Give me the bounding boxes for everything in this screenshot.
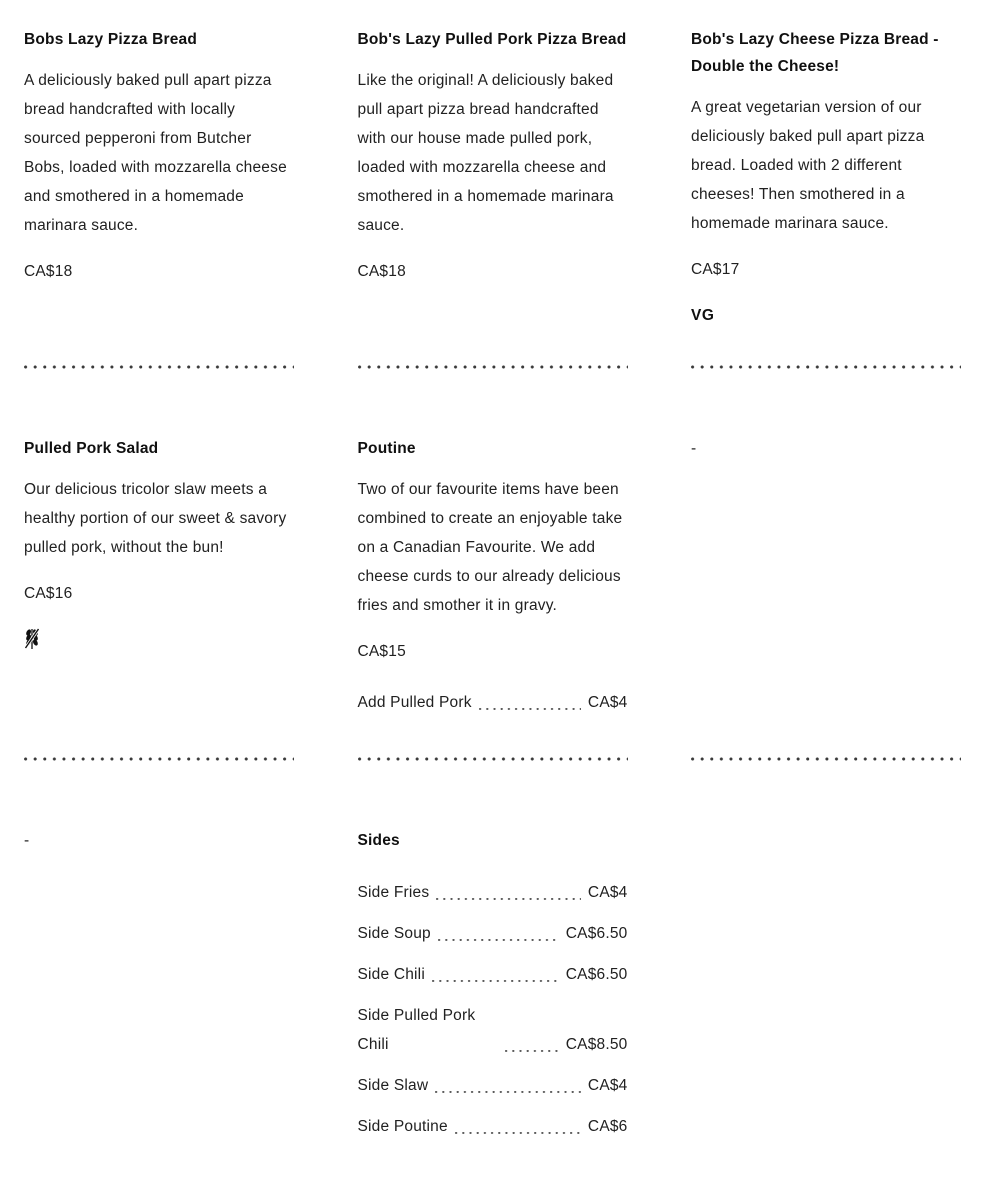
item-description: Two of our favourite items have been combined to create an enjoyable take on a Canadian Favourite. We add cheese curds to our already delicious fries and smother it in gravy. — [357, 481, 623, 614]
side-item-label: Side Soup — [357, 925, 431, 942]
side-item-row — [358, 919, 628, 948]
dotted-leader — [479, 708, 581, 711]
item-description: A deliciously baked pull apart pizza bread handcrafted with locally sourced pepperoni from Butcher Bobs, loaded with mozzarella cheese and smothered in a homemade marinara sauce. — [24, 72, 287, 234]
menu-item-pulled-pork-salad — [24, 435, 294, 761]
vegetarian-badge: VG — [691, 307, 715, 324]
sides-section — [358, 827, 628, 1153]
item-title: Bobs Lazy Pizza Bread — [24, 31, 198, 48]
item-price: CA$18 — [357, 263, 406, 280]
addon-price: CA$4 — [587, 694, 628, 711]
side-item-price: CA$6.50 — [565, 925, 628, 942]
item-description: Our delicious tricolor slaw meets a healthy portion of our sweet & savory pulled pork, without the bun! — [24, 481, 287, 556]
dotted-leader — [432, 980, 559, 983]
menu-item-empty — [24, 827, 294, 1153]
item-title: Bob's Lazy Pulled Pork Pizza Bread — [357, 31, 627, 48]
dotted-leader — [436, 898, 581, 901]
dotted-divider — [358, 365, 628, 369]
side-item-row — [358, 1112, 628, 1141]
menu-item-empty — [691, 435, 961, 761]
side-item-label: Side Poutine — [357, 1118, 448, 1135]
side-item-price: CA$4 — [587, 1077, 628, 1094]
dotted-divider — [24, 757, 294, 761]
dotted-leader — [438, 939, 559, 942]
item-title: Bob's Lazy Cheese Pizza Bread - Double the Cheese! — [691, 31, 939, 75]
menu-item-content — [358, 26, 628, 365]
side-item-row — [358, 960, 628, 989]
dotted-divider — [24, 365, 294, 369]
item-price: CA$18 — [24, 263, 73, 280]
dotted-divider — [691, 365, 961, 369]
dotted-leader — [435, 1091, 581, 1094]
side-item-price: CA$6.50 — [565, 966, 628, 983]
side-item-price: CA$6 — [587, 1118, 628, 1135]
item-price: CA$16 — [24, 585, 73, 602]
menu-item-cheese-pizza-bread — [691, 26, 961, 369]
item-description: A great vegetarian version of our deliciously baked pull apart pizza bread. Loaded with 2 different cheeses! Then smothered in a homemade marinara sauce. — [691, 99, 925, 232]
menu-item-pizza-bread — [24, 26, 294, 369]
addon-label: Add Pulled Pork — [357, 694, 472, 711]
menu-item-poutine — [358, 435, 628, 761]
menu-item-content — [691, 26, 961, 365]
gluten-free-icon — [24, 626, 294, 650]
side-item-row — [358, 1001, 628, 1059]
side-item-price: CA$4 — [587, 884, 628, 901]
dotted-divider — [691, 757, 961, 761]
dotted-divider — [358, 757, 628, 761]
item-title: Pulled Pork Salad — [24, 440, 159, 457]
item-price: CA$15 — [357, 643, 406, 660]
item-description: Like the original! A deliciously baked pull apart pizza bread handcrafted with our house made pulled pork, loaded with mozzarella cheese and smothered in a homemade marinara sauce. — [357, 72, 614, 234]
item-price: CA$17 — [691, 261, 740, 278]
side-item-label: Side Chili — [357, 966, 425, 983]
menu-item-content — [24, 435, 294, 757]
menu-item-content — [358, 435, 628, 757]
side-item-label: Side Slaw — [357, 1077, 429, 1094]
item-title: Poutine — [357, 440, 416, 457]
side-item-label: Side Fries — [357, 884, 430, 901]
addon-row — [358, 688, 628, 717]
menu-item-content — [358, 827, 628, 1153]
menu-item-content — [24, 26, 294, 365]
dotted-leader — [505, 1050, 559, 1053]
dotted-leader — [455, 1132, 581, 1135]
side-item-price: CA$8.50 — [565, 1036, 628, 1053]
placeholder-dash: - — [24, 832, 30, 849]
placeholder-dash: - — [691, 440, 697, 457]
side-item-label: Side Pulled Pork Chili — [357, 1007, 476, 1053]
side-item-row — [358, 878, 628, 907]
empty-cell — [691, 827, 961, 1153]
sides-title: Sides — [357, 832, 400, 849]
menu-item-content — [691, 827, 961, 1153]
menu-item-pulled-pork-pizza-bread — [358, 26, 628, 369]
menu-item-content — [691, 435, 961, 757]
side-item-row — [358, 1071, 628, 1100]
menu-item-content — [24, 827, 294, 1153]
